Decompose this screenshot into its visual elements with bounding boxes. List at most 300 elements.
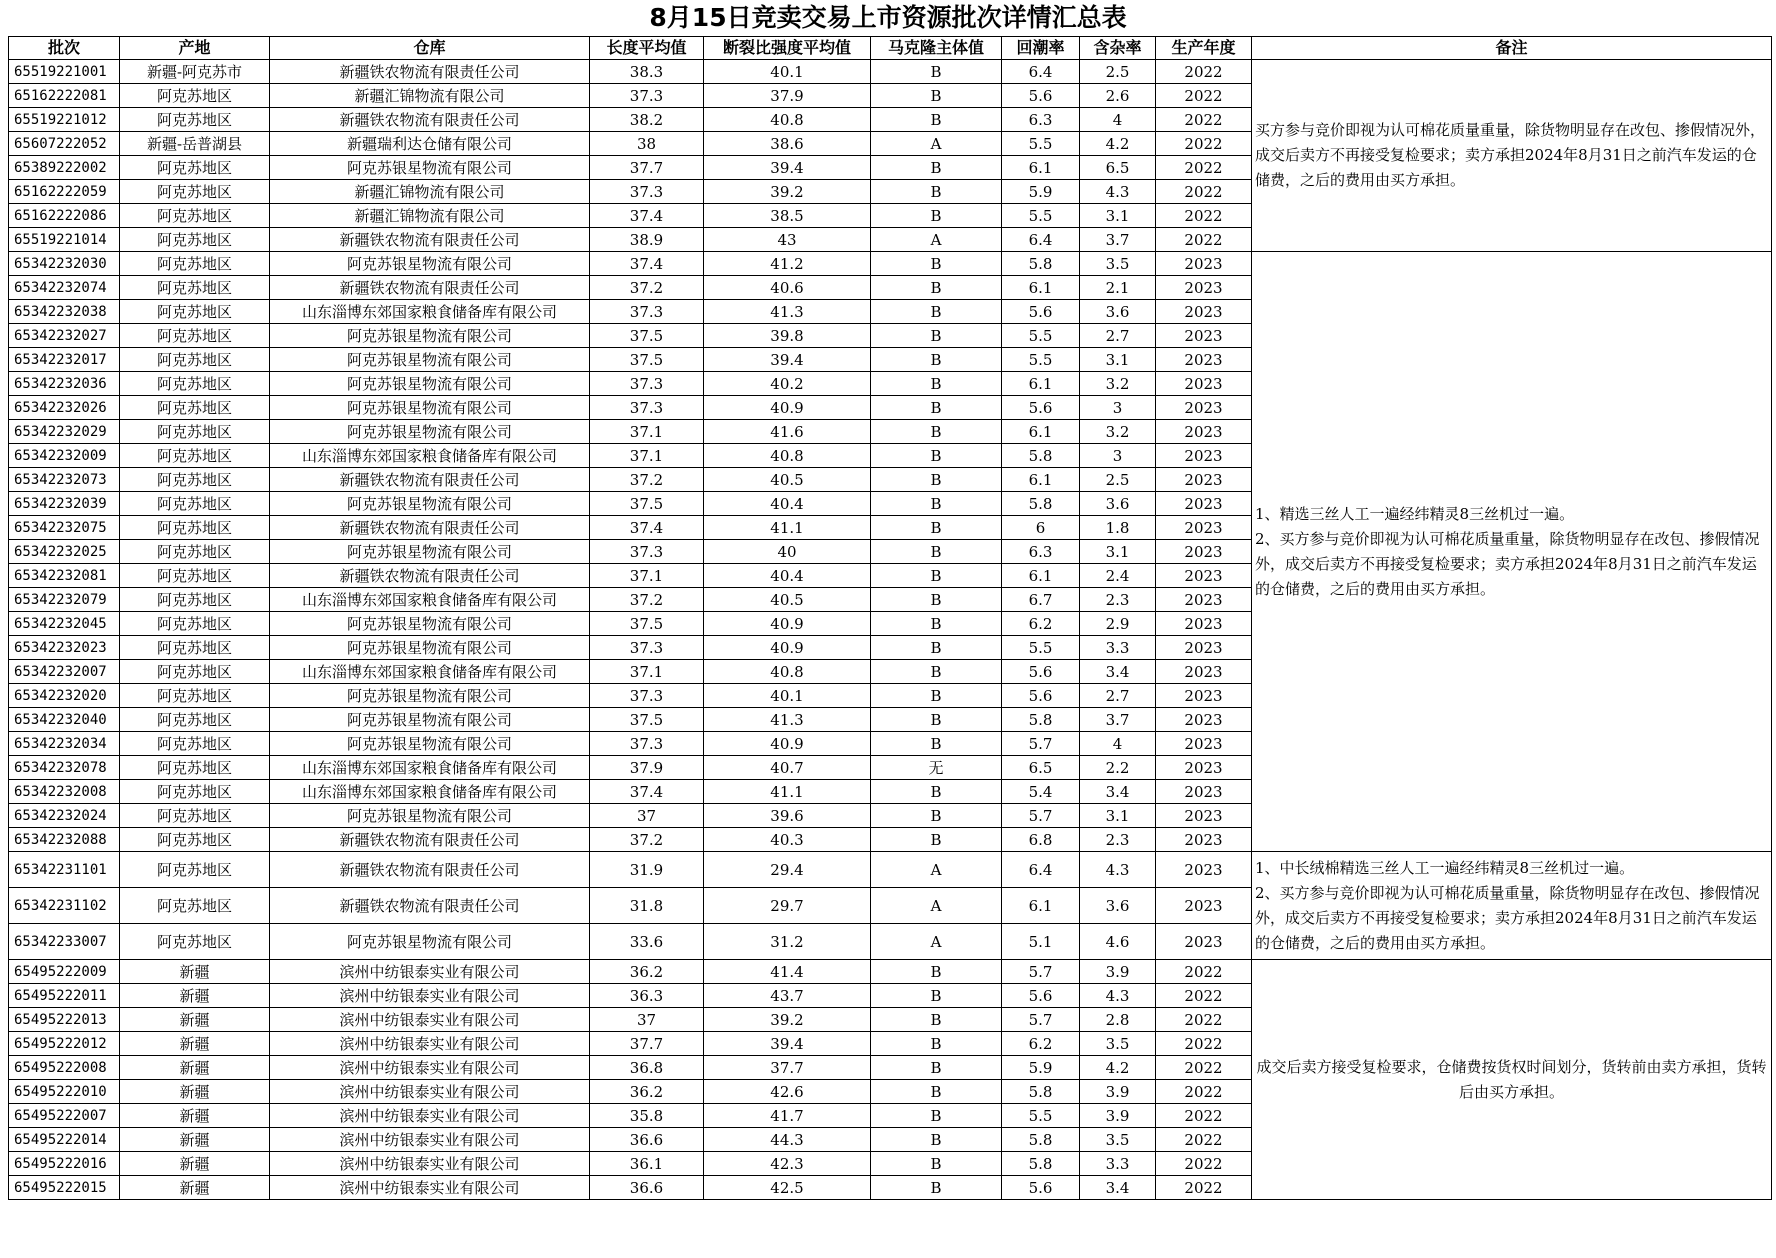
cell-batch: 65495222009 bbox=[9, 960, 120, 984]
cell-trash: 3.9 bbox=[1080, 1104, 1156, 1128]
cell-micronaire: B bbox=[871, 60, 1002, 84]
header-trash: 含杂率 bbox=[1080, 37, 1156, 60]
cell-origin: 阿克苏地区 bbox=[120, 108, 270, 132]
cell-batch: 65342232029 bbox=[9, 420, 120, 444]
cell-trash: 3 bbox=[1080, 396, 1156, 420]
cell-origin: 阿克苏地区 bbox=[120, 276, 270, 300]
cell-year: 2023 bbox=[1156, 276, 1252, 300]
cell-warehouse: 阿克苏银星物流有限公司 bbox=[270, 540, 590, 564]
cell-micronaire: B bbox=[871, 1056, 1002, 1080]
cell-strength: 41.3 bbox=[704, 708, 871, 732]
cell-origin: 阿克苏地区 bbox=[120, 444, 270, 468]
cell-length: 36.1 bbox=[590, 1152, 704, 1176]
cell-strength: 42.6 bbox=[704, 1080, 871, 1104]
cell-batch: 65342232075 bbox=[9, 516, 120, 540]
cell-batch: 65342232017 bbox=[9, 348, 120, 372]
cell-strength: 41.4 bbox=[704, 960, 871, 984]
header-year: 生产年度 bbox=[1156, 37, 1252, 60]
cell-moisture: 5.7 bbox=[1002, 732, 1080, 756]
cell-moisture: 5.5 bbox=[1002, 132, 1080, 156]
cell-moisture: 5.6 bbox=[1002, 660, 1080, 684]
cell-warehouse: 阿克苏银星物流有限公司 bbox=[270, 156, 590, 180]
table-row bbox=[9, 852, 1772, 888]
cell-moisture: 6.2 bbox=[1002, 1032, 1080, 1056]
cell-origin: 阿克苏地区 bbox=[120, 252, 270, 276]
cell-trash: 3.2 bbox=[1080, 420, 1156, 444]
cell-moisture: 6.2 bbox=[1002, 612, 1080, 636]
cell-micronaire: B bbox=[871, 828, 1002, 852]
cell-trash: 4 bbox=[1080, 108, 1156, 132]
cell-moisture: 5.4 bbox=[1002, 780, 1080, 804]
cell-trash: 4.2 bbox=[1080, 1056, 1156, 1080]
cell-micronaire: B bbox=[871, 1080, 1002, 1104]
cell-length: 37.4 bbox=[590, 252, 704, 276]
cell-moisture: 5.8 bbox=[1002, 492, 1080, 516]
cell-batch: 65342233007 bbox=[9, 924, 120, 960]
cell-moisture: 6.3 bbox=[1002, 108, 1080, 132]
cell-micronaire: A bbox=[871, 852, 1002, 888]
cell-origin: 阿克苏地区 bbox=[120, 420, 270, 444]
cell-strength: 40.7 bbox=[704, 756, 871, 780]
cell-moisture: 5.5 bbox=[1002, 1104, 1080, 1128]
cell-moisture: 5.8 bbox=[1002, 252, 1080, 276]
cell-origin: 新疆-阿克苏市 bbox=[120, 60, 270, 84]
cell-origin: 新疆 bbox=[120, 960, 270, 984]
cell-micronaire: B bbox=[871, 396, 1002, 420]
cell-warehouse: 阿克苏银星物流有限公司 bbox=[270, 324, 590, 348]
cell-length: 36.6 bbox=[590, 1128, 704, 1152]
cell-warehouse: 新疆铁农物流有限责任公司 bbox=[270, 60, 590, 84]
cell-batch: 65519221001 bbox=[9, 60, 120, 84]
cell-length: 37.3 bbox=[590, 732, 704, 756]
cell-length: 36.6 bbox=[590, 1176, 704, 1200]
cell-warehouse: 新疆铁农物流有限责任公司 bbox=[270, 564, 590, 588]
cell-warehouse: 山东淄博东郊国家粮食储备库有限公司 bbox=[270, 660, 590, 684]
cell-micronaire: B bbox=[871, 300, 1002, 324]
cell-length: 37.2 bbox=[590, 276, 704, 300]
cell-origin: 阿克苏地区 bbox=[120, 732, 270, 756]
cell-length: 37.5 bbox=[590, 708, 704, 732]
cell-batch: 65342231102 bbox=[9, 888, 120, 924]
cell-moisture: 6.1 bbox=[1002, 468, 1080, 492]
cell-batch: 65389222002 bbox=[9, 156, 120, 180]
cell-warehouse: 阿克苏银星物流有限公司 bbox=[270, 348, 590, 372]
cell-micronaire: B bbox=[871, 1128, 1002, 1152]
cell-warehouse: 滨州中纺银泰实业有限公司 bbox=[270, 984, 590, 1008]
cell-trash: 2.1 bbox=[1080, 276, 1156, 300]
cell-year: 2023 bbox=[1156, 252, 1252, 276]
cell-batch: 65342232034 bbox=[9, 732, 120, 756]
cell-length: 37 bbox=[590, 804, 704, 828]
cell-length: 36.3 bbox=[590, 984, 704, 1008]
cell-moisture: 5.5 bbox=[1002, 636, 1080, 660]
cell-year: 2023 bbox=[1156, 636, 1252, 660]
cell-year: 2023 bbox=[1156, 516, 1252, 540]
cell-trash: 3.6 bbox=[1080, 300, 1156, 324]
cell-moisture: 5.7 bbox=[1002, 1008, 1080, 1032]
cell-strength: 39.2 bbox=[704, 180, 871, 204]
cell-batch: 65342232036 bbox=[9, 372, 120, 396]
cell-year: 2022 bbox=[1156, 60, 1252, 84]
cell-trash: 2.2 bbox=[1080, 756, 1156, 780]
cell-micronaire: B bbox=[871, 420, 1002, 444]
cell-micronaire: B bbox=[871, 156, 1002, 180]
cell-trash: 3.5 bbox=[1080, 1032, 1156, 1056]
table-row bbox=[9, 252, 1772, 276]
cell-trash: 1.8 bbox=[1080, 516, 1156, 540]
cell-moisture: 6.1 bbox=[1002, 156, 1080, 180]
cell-length: 37.2 bbox=[590, 468, 704, 492]
cell-strength: 31.2 bbox=[704, 924, 871, 960]
cell-strength: 40 bbox=[704, 540, 871, 564]
cell-strength: 37.9 bbox=[704, 84, 871, 108]
cell-trash: 2.3 bbox=[1080, 828, 1156, 852]
cell-strength: 44.3 bbox=[704, 1128, 871, 1152]
cell-trash: 3.4 bbox=[1080, 1176, 1156, 1200]
cell-moisture: 6.8 bbox=[1002, 828, 1080, 852]
cell-strength: 40.6 bbox=[704, 276, 871, 300]
cell-batch: 65495222007 bbox=[9, 1104, 120, 1128]
cell-year: 2023 bbox=[1156, 924, 1252, 960]
cell-strength: 40.8 bbox=[704, 444, 871, 468]
cell-strength: 40.5 bbox=[704, 588, 871, 612]
cell-moisture: 5.6 bbox=[1002, 300, 1080, 324]
cell-batch: 65342231101 bbox=[9, 852, 120, 888]
cell-warehouse: 阿克苏银星物流有限公司 bbox=[270, 732, 590, 756]
cell-year: 2022 bbox=[1156, 204, 1252, 228]
cell-micronaire: B bbox=[871, 180, 1002, 204]
cell-warehouse: 滨州中纺银泰实业有限公司 bbox=[270, 1056, 590, 1080]
cell-warehouse: 山东淄博东郊国家粮食储备库有限公司 bbox=[270, 756, 590, 780]
cell-year: 2022 bbox=[1156, 960, 1252, 984]
cell-year: 2023 bbox=[1156, 732, 1252, 756]
cell-micronaire: B bbox=[871, 372, 1002, 396]
cell-moisture: 5.8 bbox=[1002, 708, 1080, 732]
cell-length: 37.3 bbox=[590, 636, 704, 660]
cell-strength: 42.5 bbox=[704, 1176, 871, 1200]
cell-length: 37.9 bbox=[590, 756, 704, 780]
cell-strength: 43.7 bbox=[704, 984, 871, 1008]
header-moisture: 回潮率 bbox=[1002, 37, 1080, 60]
cell-year: 2022 bbox=[1156, 1080, 1252, 1104]
cell-warehouse: 新疆汇锦物流有限公司 bbox=[270, 204, 590, 228]
cell-warehouse: 山东淄博东郊国家粮食储备库有限公司 bbox=[270, 300, 590, 324]
cell-year: 2023 bbox=[1156, 444, 1252, 468]
cell-batch: 65607222052 bbox=[9, 132, 120, 156]
cell-length: 37.2 bbox=[590, 588, 704, 612]
cell-warehouse: 滨州中纺银泰实业有限公司 bbox=[270, 1008, 590, 1032]
cell-moisture: 5.5 bbox=[1002, 324, 1080, 348]
cell-year: 2023 bbox=[1156, 612, 1252, 636]
cell-micronaire: B bbox=[871, 684, 1002, 708]
cell-moisture: 5.9 bbox=[1002, 1056, 1080, 1080]
cell-batch: 65342232081 bbox=[9, 564, 120, 588]
cell-origin: 新疆 bbox=[120, 984, 270, 1008]
cell-trash: 3.5 bbox=[1080, 1128, 1156, 1152]
cell-moisture: 5.5 bbox=[1002, 204, 1080, 228]
remarks-paragraph: 成交后卖方接受复检要求，仓储费按货权时间划分，货转前由卖方承担，货转后由买方承担。 bbox=[1256, 1057, 1767, 1101]
cell-length: 37.3 bbox=[590, 84, 704, 108]
cell-batch: 65495222016 bbox=[9, 1152, 120, 1176]
cell-batch: 65519221012 bbox=[9, 108, 120, 132]
cell-micronaire: B bbox=[871, 984, 1002, 1008]
cell-length: 37.5 bbox=[590, 324, 704, 348]
cell-trash: 2.8 bbox=[1080, 1008, 1156, 1032]
cell-strength: 40.9 bbox=[704, 636, 871, 660]
cell-micronaire: B bbox=[871, 1176, 1002, 1200]
cell-origin: 新疆 bbox=[120, 1176, 270, 1200]
remarks-paragraph: 买方参与竞价即视为认可棉花质量重量，除货物明显存在改包、掺假情况外，成交后卖方不再接受复检要求；卖方承担2024年8月31日之前汽车发运的仓储费，之后的费用由买方承担。 bbox=[1255, 121, 1766, 189]
cell-trash: 4.3 bbox=[1080, 852, 1156, 888]
cell-batch: 65342232078 bbox=[9, 756, 120, 780]
cell-batch: 65162222059 bbox=[9, 180, 120, 204]
cell-strength: 40.8 bbox=[704, 108, 871, 132]
cell-length: 37.7 bbox=[590, 1032, 704, 1056]
page-title: 8月15日竞卖交易上市资源批次详情汇总表 bbox=[649, 3, 1127, 32]
cell-moisture: 6.7 bbox=[1002, 588, 1080, 612]
cell-origin: 阿克苏地区 bbox=[120, 660, 270, 684]
cell-year: 2022 bbox=[1156, 1008, 1252, 1032]
cell-length: 37.1 bbox=[590, 420, 704, 444]
cell-moisture: 6.1 bbox=[1002, 888, 1080, 924]
cell-year: 2022 bbox=[1156, 132, 1252, 156]
cell-micronaire: B bbox=[871, 708, 1002, 732]
cell-batch: 65162222081 bbox=[9, 84, 120, 108]
cell-trash: 2.7 bbox=[1080, 684, 1156, 708]
cell-micronaire: A bbox=[871, 924, 1002, 960]
cell-year: 2022 bbox=[1156, 1104, 1252, 1128]
cell-strength: 40.1 bbox=[704, 60, 871, 84]
cell-warehouse: 阿克苏银星物流有限公司 bbox=[270, 708, 590, 732]
cell-warehouse: 山东淄博东郊国家粮食储备库有限公司 bbox=[270, 444, 590, 468]
cell-length: 31.9 bbox=[590, 852, 704, 888]
cell-batch: 65342232009 bbox=[9, 444, 120, 468]
cell-year: 2022 bbox=[1156, 228, 1252, 252]
cell-strength: 39.4 bbox=[704, 1032, 871, 1056]
cell-micronaire: B bbox=[871, 564, 1002, 588]
cell-moisture: 5.7 bbox=[1002, 960, 1080, 984]
cell-warehouse: 山东淄博东郊国家粮食储备库有限公司 bbox=[270, 588, 590, 612]
table-row bbox=[9, 60, 1772, 84]
cell-moisture: 5.8 bbox=[1002, 1080, 1080, 1104]
cell-warehouse: 滨州中纺银泰实业有限公司 bbox=[270, 1176, 590, 1200]
cell-micronaire: B bbox=[871, 252, 1002, 276]
cell-trash: 4.6 bbox=[1080, 924, 1156, 960]
cell-moisture: 6 bbox=[1002, 516, 1080, 540]
cell-origin: 阿克苏地区 bbox=[120, 228, 270, 252]
cell-micronaire: B bbox=[871, 660, 1002, 684]
cell-moisture: 5.6 bbox=[1002, 84, 1080, 108]
cell-warehouse: 阿克苏银星物流有限公司 bbox=[270, 924, 590, 960]
cell-moisture: 6.1 bbox=[1002, 276, 1080, 300]
cell-warehouse: 新疆铁农物流有限责任公司 bbox=[270, 108, 590, 132]
cell-micronaire: B bbox=[871, 1032, 1002, 1056]
cell-year: 2023 bbox=[1156, 828, 1252, 852]
cell-warehouse: 阿克苏银星物流有限公司 bbox=[270, 684, 590, 708]
cell-strength: 29.7 bbox=[704, 888, 871, 924]
cell-origin: 阿克苏地区 bbox=[120, 324, 270, 348]
cell-year: 2023 bbox=[1156, 684, 1252, 708]
cell-origin: 新疆 bbox=[120, 1080, 270, 1104]
cell-origin: 阿克苏地区 bbox=[120, 468, 270, 492]
cell-micronaire: B bbox=[871, 204, 1002, 228]
cell-origin: 阿克苏地区 bbox=[120, 888, 270, 924]
cell-trash: 2.9 bbox=[1080, 612, 1156, 636]
cell-length: 35.8 bbox=[590, 1104, 704, 1128]
cell-moisture: 6.4 bbox=[1002, 852, 1080, 888]
cell-trash: 3.1 bbox=[1080, 540, 1156, 564]
cell-moisture: 6.4 bbox=[1002, 60, 1080, 84]
cell-batch: 65342232079 bbox=[9, 588, 120, 612]
cell-micronaire: B bbox=[871, 1008, 1002, 1032]
cell-origin: 阿克苏地区 bbox=[120, 396, 270, 420]
cell-micronaire: B bbox=[871, 348, 1002, 372]
cell-origin: 阿克苏地区 bbox=[120, 924, 270, 960]
cell-batch: 65342232025 bbox=[9, 540, 120, 564]
cell-strength: 40.3 bbox=[704, 828, 871, 852]
cell-strength: 40.8 bbox=[704, 660, 871, 684]
cell-origin: 阿克苏地区 bbox=[120, 708, 270, 732]
header-length: 长度平均值 bbox=[590, 37, 704, 60]
cell-length: 37.1 bbox=[590, 564, 704, 588]
cell-trash: 4 bbox=[1080, 732, 1156, 756]
cell-warehouse: 阿克苏银星物流有限公司 bbox=[270, 396, 590, 420]
cell-trash: 3.1 bbox=[1080, 348, 1156, 372]
cell-length: 37.3 bbox=[590, 300, 704, 324]
cell-length: 37.5 bbox=[590, 348, 704, 372]
cell-trash: 2.5 bbox=[1080, 468, 1156, 492]
cell-moisture: 5.5 bbox=[1002, 348, 1080, 372]
cell-length: 37.3 bbox=[590, 684, 704, 708]
cell-year: 2022 bbox=[1156, 156, 1252, 180]
cell-length: 38.2 bbox=[590, 108, 704, 132]
remarks-cell bbox=[1252, 852, 1772, 960]
cell-trash: 4.2 bbox=[1080, 132, 1156, 156]
cell-origin: 阿克苏地区 bbox=[120, 180, 270, 204]
cell-batch: 65342232020 bbox=[9, 684, 120, 708]
cell-warehouse: 阿克苏银星物流有限公司 bbox=[270, 492, 590, 516]
cell-micronaire: B bbox=[871, 588, 1002, 612]
remarks-cell bbox=[1252, 960, 1772, 1200]
cell-micronaire: B bbox=[871, 492, 1002, 516]
cell-origin: 阿克苏地区 bbox=[120, 852, 270, 888]
cell-year: 2022 bbox=[1156, 1152, 1252, 1176]
cell-year: 2023 bbox=[1156, 756, 1252, 780]
cell-batch: 65342232088 bbox=[9, 828, 120, 852]
cell-micronaire: 无 bbox=[871, 756, 1002, 780]
cell-strength: 38.5 bbox=[704, 204, 871, 228]
cell-origin: 阿克苏地区 bbox=[120, 516, 270, 540]
cell-strength: 41.2 bbox=[704, 252, 871, 276]
cell-origin: 阿克苏地区 bbox=[120, 588, 270, 612]
cell-origin: 阿克苏地区 bbox=[120, 804, 270, 828]
cell-year: 2023 bbox=[1156, 300, 1252, 324]
cell-length: 37.3 bbox=[590, 372, 704, 396]
cell-year: 2023 bbox=[1156, 468, 1252, 492]
cell-warehouse: 滨州中纺银泰实业有限公司 bbox=[270, 1080, 590, 1104]
cell-year: 2023 bbox=[1156, 888, 1252, 924]
cell-batch: 65342232008 bbox=[9, 780, 120, 804]
cell-length: 37.4 bbox=[590, 516, 704, 540]
table-row bbox=[9, 960, 1772, 984]
cell-length: 37 bbox=[590, 1008, 704, 1032]
cell-warehouse: 阿克苏银星物流有限公司 bbox=[270, 804, 590, 828]
cell-batch: 65495222013 bbox=[9, 1008, 120, 1032]
cell-year: 2022 bbox=[1156, 1176, 1252, 1200]
cell-trash: 3.7 bbox=[1080, 228, 1156, 252]
header-micronaire: 马克隆主体值 bbox=[871, 37, 1002, 60]
cell-origin: 阿克苏地区 bbox=[120, 636, 270, 660]
cell-batch: 65342232074 bbox=[9, 276, 120, 300]
cell-micronaire: B bbox=[871, 732, 1002, 756]
cell-trash: 3.7 bbox=[1080, 708, 1156, 732]
cell-trash: 3.9 bbox=[1080, 1080, 1156, 1104]
cell-batch: 65519221014 bbox=[9, 228, 120, 252]
cell-length: 38.3 bbox=[590, 60, 704, 84]
cell-micronaire: A bbox=[871, 888, 1002, 924]
cell-micronaire: B bbox=[871, 960, 1002, 984]
cell-year: 2022 bbox=[1156, 108, 1252, 132]
cell-year: 2022 bbox=[1156, 84, 1252, 108]
cell-micronaire: B bbox=[871, 540, 1002, 564]
cell-moisture: 6.1 bbox=[1002, 372, 1080, 396]
cell-strength: 41.1 bbox=[704, 516, 871, 540]
cell-moisture: 6.1 bbox=[1002, 564, 1080, 588]
cell-year: 2023 bbox=[1156, 492, 1252, 516]
cell-length: 37.7 bbox=[590, 156, 704, 180]
cell-strength: 40.9 bbox=[704, 732, 871, 756]
cell-trash: 3.2 bbox=[1080, 372, 1156, 396]
cell-trash: 2.5 bbox=[1080, 60, 1156, 84]
cell-moisture: 5.7 bbox=[1002, 804, 1080, 828]
cell-origin: 新疆 bbox=[120, 1128, 270, 1152]
cell-moisture: 5.6 bbox=[1002, 684, 1080, 708]
cell-length: 37.2 bbox=[590, 828, 704, 852]
cell-year: 2022 bbox=[1156, 180, 1252, 204]
cell-year: 2023 bbox=[1156, 804, 1252, 828]
cell-micronaire: B bbox=[871, 84, 1002, 108]
cell-moisture: 5.6 bbox=[1002, 396, 1080, 420]
cell-length: 37.5 bbox=[590, 612, 704, 636]
cell-year: 2022 bbox=[1156, 1056, 1252, 1080]
cell-origin: 阿克苏地区 bbox=[120, 780, 270, 804]
cell-warehouse: 新疆汇锦物流有限公司 bbox=[270, 180, 590, 204]
cell-length: 37.4 bbox=[590, 204, 704, 228]
cell-year: 2023 bbox=[1156, 396, 1252, 420]
cell-origin: 阿克苏地区 bbox=[120, 612, 270, 636]
cell-warehouse: 新疆汇锦物流有限公司 bbox=[270, 84, 590, 108]
cell-micronaire: B bbox=[871, 108, 1002, 132]
cell-origin: 阿克苏地区 bbox=[120, 540, 270, 564]
cell-warehouse: 阿克苏银星物流有限公司 bbox=[270, 252, 590, 276]
cell-warehouse: 阿克苏银星物流有限公司 bbox=[270, 636, 590, 660]
cell-strength: 39.4 bbox=[704, 348, 871, 372]
remarks-cell bbox=[1252, 252, 1772, 852]
cell-warehouse: 阿克苏银星物流有限公司 bbox=[270, 612, 590, 636]
cell-strength: 29.4 bbox=[704, 852, 871, 888]
cell-batch: 65495222014 bbox=[9, 1128, 120, 1152]
cell-moisture: 6.3 bbox=[1002, 540, 1080, 564]
remarks-paragraph: 1、精选三丝人工一遍经纬精灵8三丝机过一遍。 bbox=[1255, 504, 1575, 523]
cell-origin: 阿克苏地区 bbox=[120, 156, 270, 180]
cell-warehouse: 山东淄博东郊国家粮食储备库有限公司 bbox=[270, 780, 590, 804]
cell-year: 2023 bbox=[1156, 324, 1252, 348]
cell-length: 38 bbox=[590, 132, 704, 156]
cell-warehouse: 阿克苏银星物流有限公司 bbox=[270, 372, 590, 396]
cell-micronaire: B bbox=[871, 1152, 1002, 1176]
cell-strength: 43 bbox=[704, 228, 871, 252]
cell-length: 37.1 bbox=[590, 660, 704, 684]
